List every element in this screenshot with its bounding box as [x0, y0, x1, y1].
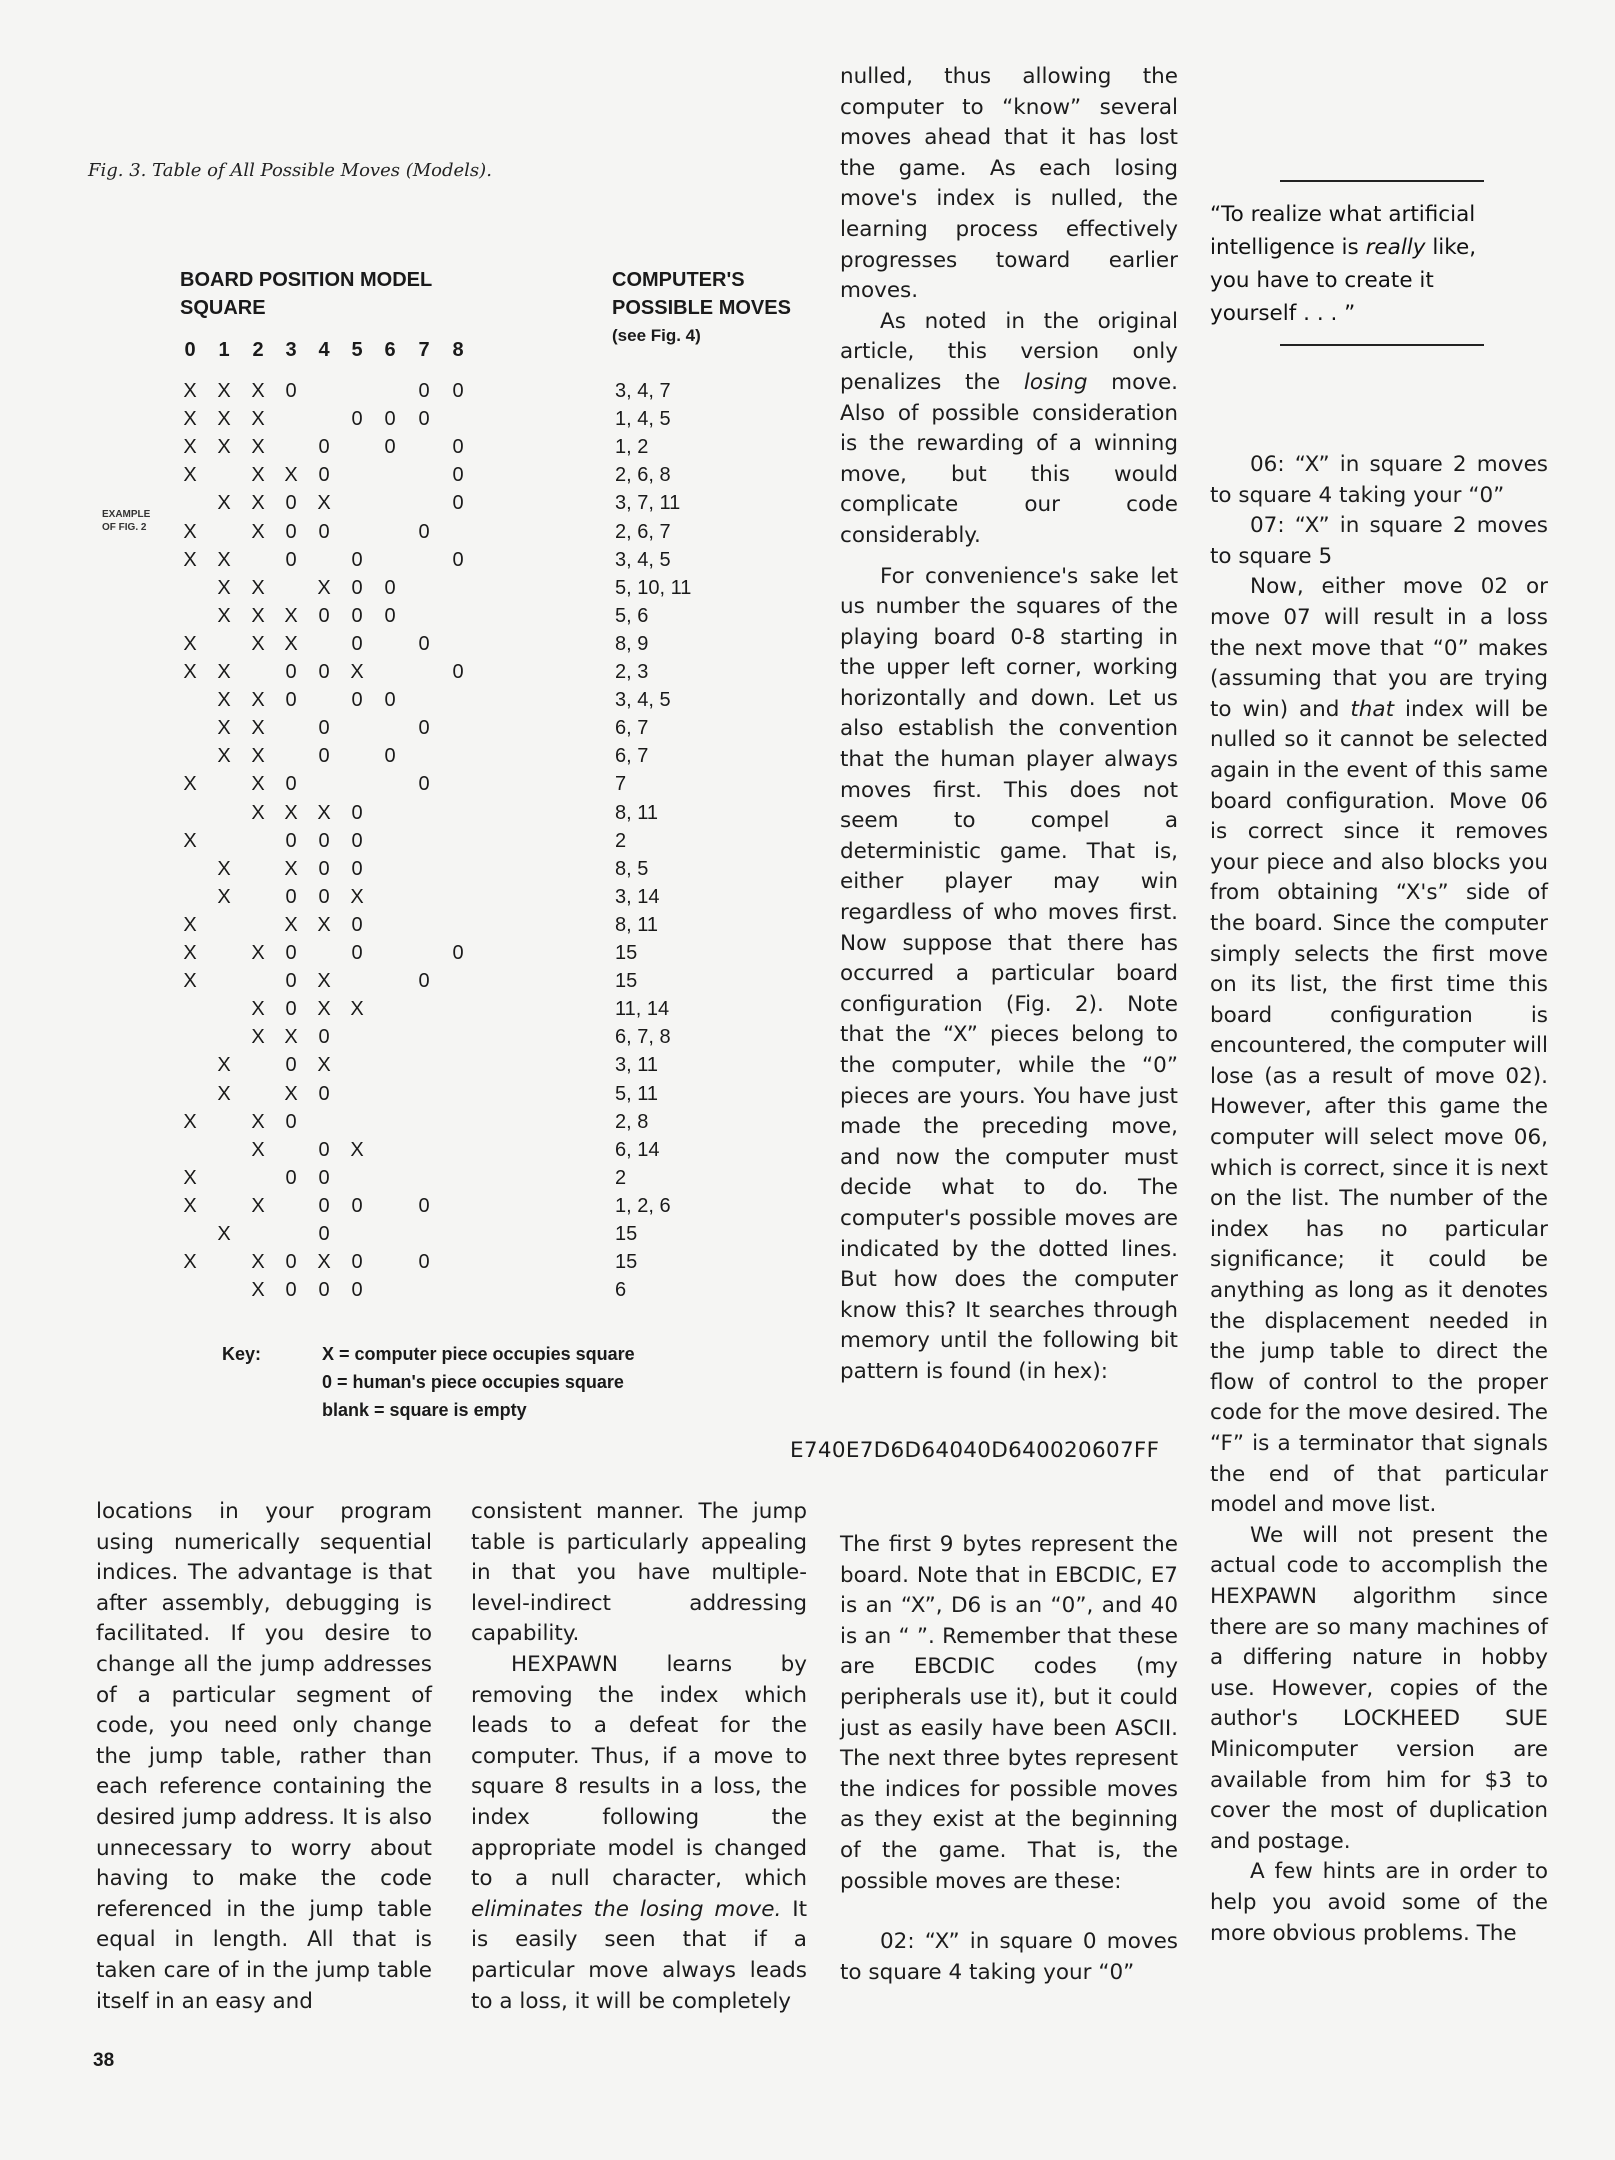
board-cell-5: X: [350, 661, 364, 683]
table-row: [0, 464, 820, 492]
board-cell-1: X: [217, 408, 231, 431]
possible-moves-cell: 8, 11: [615, 913, 658, 936]
board-cell-2: X: [251, 998, 265, 1021]
board-cell-8: 0: [452, 661, 464, 683]
board-cell-4: 0: [318, 1138, 330, 1161]
board-cell-2: X: [251, 576, 265, 599]
board-cell-4: 0: [318, 1166, 330, 1189]
board-cell-0: X: [183, 548, 197, 571]
board-cell-2: X: [251, 520, 265, 543]
board-cell-5: 0: [351, 604, 363, 627]
board-cell-4: 0: [318, 1082, 330, 1105]
board-cell-3: 0: [285, 520, 297, 543]
possible-moves-header-line1: COMPUTER'S: [612, 269, 745, 291]
board-cell-8: 0: [452, 436, 464, 459]
table-row: [0, 1223, 820, 1251]
board-cell-4: 0: [318, 717, 330, 740]
possible-moves-cell: 3, 4, 5: [615, 689, 671, 712]
board-cell-3: 0: [285, 998, 297, 1021]
board-cell-5: 0: [351, 942, 363, 964]
board-cell-2: X: [251, 408, 265, 431]
board-cell-5: 0: [351, 913, 363, 936]
paragraph: We will not present the actual code to accomplish the HEXPAWN algorithm since there are so many machines of a differing nature in hobby use. However, copies of the author's LOCKHEED SUE Minicomputer version are available from him for $3 to cover the most of duplication and postage.: [1210, 1522, 1548, 1854]
possible-moves-cell: 8, 11: [615, 801, 658, 824]
table-row: [0, 408, 820, 436]
board-cell-5: X: [350, 885, 364, 908]
board-cell-5: X: [350, 1138, 364, 1161]
square-number-1: 1: [218, 339, 230, 361]
possible-moves-cell: 15: [615, 970, 638, 993]
paragraph: For convenience's sake let us number the squares of the playing board 0-8 starting in the upper left corner, working horizontally and down. Let us also establish the convention that the human player always moves first. This does not seem to compel a deterministic game. That is, either player may win regardless of who moves first. Now suppose that there has occurred a particular board configuration (Fig. 2). Note that the “X” pieces belong to the computer, while the “0” pieces are yours. You have just made the preceding move, and now the computer must decide what to do. The computer's possible moves are indicated by the dotted lines. But how does the computer know this? It searches through memory until the following bit pattern is found (in hex):: [840, 563, 1178, 1384]
table-row: [0, 1054, 820, 1082]
board-cell-5: 0: [351, 689, 363, 712]
board-cell-3: X: [284, 1082, 298, 1105]
board-cell-2: X: [251, 942, 265, 964]
board-cell-3: 0: [285, 548, 297, 571]
possible-moves-cell: 7: [615, 773, 627, 796]
paragraph: A few hints are in order to help you avoid some of the more obvious problems. The: [1210, 1859, 1548, 1946]
table-row: [0, 605, 820, 633]
board-cell-2: X: [251, 1026, 265, 1049]
board-cell-4: X: [317, 801, 331, 824]
board-cell-1: X: [217, 689, 231, 712]
board-cell-0: X: [183, 829, 197, 852]
board-cell-4: X: [317, 492, 331, 515]
hex-bit-pattern: E740E7D6D64040D640020607FF: [790, 1438, 1160, 1463]
possible-moves-cell: 5, 6: [615, 604, 649, 627]
board-cell-4: X: [317, 913, 331, 936]
board-cell-5: 0: [351, 1251, 363, 1274]
board-cell-2: X: [251, 380, 265, 402]
board-cell-7: 0: [418, 773, 430, 796]
board-cell-2: X: [251, 632, 265, 655]
board-cell-2: X: [251, 1110, 265, 1133]
possible-moves-cell: 6, 7, 8: [615, 1026, 671, 1049]
board-cell-1: X: [217, 717, 231, 740]
table-row: [0, 1251, 820, 1279]
possible-moves-cell: 3, 7, 11: [615, 492, 681, 515]
board-cell-4: 0: [318, 1279, 330, 1302]
board-cell-4: 0: [318, 661, 330, 683]
board-cell-0: X: [183, 1166, 197, 1189]
board-cell-4: 0: [318, 436, 330, 459]
table-row: [0, 577, 820, 605]
board-cell-7: 0: [418, 970, 430, 993]
table-row: [0, 1279, 820, 1307]
board-cell-3: 0: [285, 1166, 297, 1189]
article-column-4: [1210, 450, 1548, 1949]
table-row: [0, 661, 820, 689]
board-cell-4: X: [317, 576, 331, 599]
board-cell-0: X: [183, 380, 197, 402]
table-row: [0, 970, 820, 998]
table-row: [0, 1083, 820, 1111]
board-cell-3: 0: [285, 689, 297, 712]
possible-moves-cell: 6, 7: [615, 745, 649, 768]
move-07-description: 07: “X” in square 2 moves to square 5: [1210, 513, 1548, 569]
possible-moves-cell: 2, 8: [615, 1110, 649, 1133]
board-cell-5: 0: [351, 1279, 363, 1302]
board-cell-2: X: [251, 773, 265, 796]
table-row: [0, 914, 820, 942]
example-label-line2: OF FIG. 2: [102, 522, 147, 533]
board-cell-0: X: [183, 464, 197, 487]
move-06-description: 06: “X” in square 2 moves to square 4 taking your “0”: [1210, 452, 1548, 508]
possible-moves-cell: 2, 6, 7: [615, 520, 671, 543]
figure-caption: Fig. 3. Table of All Possible Moves (Models).: [88, 160, 492, 181]
board-cell-3: X: [284, 801, 298, 824]
possible-moves-cell: 6, 7: [615, 717, 649, 740]
possible-moves-cell: 3, 11: [615, 1054, 658, 1077]
board-cell-1: X: [217, 1082, 231, 1105]
board-cell-3: 0: [285, 380, 297, 402]
board-cell-2: X: [251, 717, 265, 740]
table-row: [0, 942, 820, 970]
board-cell-2: X: [251, 1194, 265, 1217]
pull-quote-top-rule: [1280, 180, 1484, 182]
board-cell-3: X: [284, 604, 298, 627]
board-cell-8: 0: [452, 492, 464, 515]
board-cell-7: 0: [418, 1194, 430, 1217]
board-cell-5: 0: [351, 408, 363, 431]
board-cell-1: X: [217, 1054, 231, 1077]
board-cell-3: 0: [285, 1110, 297, 1133]
possible-moves-cell: 11, 14: [615, 998, 670, 1021]
board-cell-0: X: [183, 520, 197, 543]
pull-quote: [1210, 180, 1510, 346]
page-number: 38: [93, 2050, 115, 2071]
possible-moves-cell: 2: [615, 829, 627, 852]
board-cell-4: X: [317, 1251, 331, 1274]
square-number-7: 7: [418, 339, 430, 361]
board-cell-0: X: [183, 661, 197, 683]
board-cell-5: 0: [351, 1194, 363, 1217]
move-02-description: 02: “X” in square 0 moves to square 4 taking your “0”: [840, 1929, 1178, 1985]
board-cell-6: 0: [384, 745, 396, 768]
board-cell-2: X: [251, 745, 265, 768]
board-cell-3: 0: [285, 970, 297, 993]
square-number-8: 8: [452, 339, 464, 361]
board-cell-6: 0: [384, 576, 396, 599]
possible-moves-header: [612, 266, 791, 350]
board-cell-1: X: [217, 885, 231, 908]
table-row: [0, 380, 820, 408]
table-row: [0, 802, 820, 830]
possible-moves-cell: 15: [615, 1251, 638, 1274]
table-row: [0, 1167, 820, 1195]
table-row: [0, 745, 820, 773]
possible-moves-cell: 8, 5: [615, 857, 649, 880]
board-cell-0: X: [183, 408, 197, 431]
article-column-3-top: [840, 62, 1178, 1388]
possible-moves-cell: 5, 10, 11: [615, 576, 692, 599]
pull-quote-bottom-rule: [1280, 344, 1484, 346]
board-cell-7: 0: [418, 408, 430, 431]
paragraph: locations in your program using numerically sequential indices. The advantage is that after assembly, debugging is facilitated. If you desire to change all the jump addresses of a particular segment of code, you need only change the jump table, rather than each reference containing the desired jump address. It is also unnecessary to worry about having to make the code referenced in the jump table equal in length. All that is taken care of in the jump table itself in an easy and: [96, 1499, 432, 2014]
board-cell-3: X: [284, 1026, 298, 1049]
board-cell-0: X: [183, 1194, 197, 1217]
board-cell-4: 0: [318, 1026, 330, 1049]
table-row: [0, 492, 820, 520]
board-cell-8: 0: [452, 380, 464, 402]
table-row: [0, 998, 820, 1026]
square-number-6: 6: [384, 339, 396, 361]
pull-quote-text: “To realize what artificial intelligence is really like, you have to create it yourself . . . ”: [1210, 202, 1477, 326]
table-row: [0, 633, 820, 661]
board-cell-7: 0: [418, 1251, 430, 1274]
board-cell-3: 0: [285, 885, 297, 908]
board-cell-5: 0: [351, 829, 363, 852]
board-cell-4: 0: [318, 745, 330, 768]
table-row: [0, 689, 820, 717]
board-position-header-line1: BOARD POSITION MODEL: [180, 269, 433, 291]
board-cell-4: X: [317, 998, 331, 1021]
board-cell-0: X: [183, 773, 197, 796]
table-row: [0, 436, 820, 464]
board-cell-5: 0: [351, 576, 363, 599]
board-cell-0: X: [183, 942, 197, 964]
board-cell-4: X: [317, 970, 331, 993]
board-cell-1: X: [217, 576, 231, 599]
table-row: [0, 521, 820, 549]
article-column-2: [471, 1497, 807, 2017]
paragraph: nulled, thus allowing the computer to “know” several moves ahead that it has lost the game. As each losing move's index is nulled, the learning process effectively progresses toward earlier moves.: [840, 64, 1178, 304]
table-row: [0, 1195, 820, 1223]
possible-moves-cell: 1, 2: [615, 436, 649, 459]
square-number-2: 2: [252, 339, 264, 361]
table-row: [0, 549, 820, 577]
board-cell-3: 0: [285, 942, 297, 964]
board-cell-3: 0: [285, 773, 297, 796]
board-cell-4: X: [317, 1054, 331, 1077]
possible-moves-cell: 5, 11: [615, 1082, 658, 1105]
board-cell-3: 0: [285, 829, 297, 852]
board-cell-7: 0: [418, 717, 430, 740]
board-cell-1: X: [217, 745, 231, 768]
paragraph: HEXPAWN learns by removing the index which leads to a defeat for the computer. Thus, if a move to square 8 results in a loss, the index following the appropriate model is changed to a null character, which eliminates the losing move. It is easily seen that if a particular move always leads to a loss, it will be completely: [471, 1651, 807, 2014]
paragraph: The first 9 bytes represent the board. Note that in EBCDIC, E7 is an “X”, D6 is an “0”, and 40 is an “ ”. Remember that these are EBCDIC codes (my peripherals use it), but it could just as easily have been ASCII. The next three bytes represent the indices for possible moves as they exist at the beginning of the game. That is, the possible moves are these:: [840, 1532, 1178, 1894]
board-cell-4: 0: [318, 604, 330, 627]
square-number-5: 5: [351, 339, 363, 361]
table-row: [0, 858, 820, 886]
board-cell-3: 0: [285, 1251, 297, 1274]
article-column-1: [96, 1497, 432, 2017]
board-cell-7: 0: [418, 380, 430, 402]
possible-moves-cell: 6, 14: [615, 1138, 660, 1161]
paragraph: As noted in the original article, this version only penalizes the losing move. Also of possible consideration is the rewarding of a winning move, but this would complicate our code considerably.: [840, 308, 1179, 548]
board-cell-4: 0: [318, 520, 330, 543]
board-cell-1: X: [217, 661, 231, 683]
table-row: [0, 1139, 820, 1167]
table-row: [0, 773, 820, 801]
possible-moves-cell: 3, 4, 5: [615, 548, 671, 571]
board-cell-4: 0: [318, 1194, 330, 1217]
board-cell-0: X: [183, 632, 197, 655]
board-position-header-line2: SQUARE: [180, 297, 266, 319]
board-cell-5: 0: [351, 801, 363, 824]
board-cell-2: X: [251, 492, 265, 515]
board-cell-8: 0: [452, 464, 464, 487]
board-cell-2: X: [251, 1138, 265, 1161]
table-row: [0, 830, 820, 858]
board-cell-5: 0: [351, 548, 363, 571]
board-cell-2: X: [251, 689, 265, 712]
square-number-4: 4: [318, 339, 330, 361]
board-cell-0: X: [183, 913, 197, 936]
board-cell-2: X: [251, 1279, 265, 1302]
square-number-0: 0: [184, 339, 196, 361]
board-cell-2: X: [251, 1251, 265, 1274]
board-cell-0: X: [183, 436, 197, 459]
board-cell-1: X: [217, 604, 231, 627]
possible-moves-cell: 3, 4, 7: [615, 380, 671, 402]
board-cell-3: X: [284, 913, 298, 936]
board-cell-8: 0: [452, 942, 464, 964]
board-cell-1: X: [217, 548, 231, 571]
board-cell-7: 0: [418, 632, 430, 655]
possible-moves-cell: 1, 2, 6: [615, 1194, 671, 1217]
board-cell-6: 0: [384, 408, 396, 431]
board-cell-6: 0: [384, 689, 396, 712]
board-cell-5: 0: [351, 632, 363, 655]
possible-moves-cell: 15: [615, 1223, 638, 1245]
board-cell-2: X: [251, 436, 265, 459]
paragraph: Now, either move 02 or move 07 will result in a loss the next move that “0” makes (assuming that you are trying to win) and that index will be nulled so it cannot be selected again in the event of this same board configuration. Move 06 is correct since it removes your piece and also blocks you from obtaining “X's” side of the board. Since the computer simply selects the first move on its list, the first time this board configuration is encountered, the computer will lose (as a result of move 02). However, after this game the computer will select move 06, which is correct, since it is next on the list. The number of the index has no particular significance; it could be anything as long as it denotes the displacement needed in the jump table to direct the flow of control to the proper code for the move desired. The “F” is a terminator that signals the end of that particular model and move list.: [1210, 574, 1549, 1518]
board-cell-2: X: [251, 464, 265, 487]
possible-moves-cell: 2, 3: [615, 661, 649, 683]
table-row: [0, 717, 820, 745]
possible-moves-cell: 2, 6, 8: [615, 464, 671, 487]
board-cell-4: 0: [318, 1223, 330, 1245]
board-cell-1: X: [217, 380, 231, 402]
possible-moves-cell: 1, 4, 5: [615, 408, 671, 431]
key-blank-definition: blank = square is empty: [322, 1400, 527, 1420]
board-cell-6: 0: [384, 436, 396, 459]
board-cell-8: 0: [452, 548, 464, 571]
board-cell-3: 0: [285, 492, 297, 515]
board-cell-0: X: [183, 1110, 197, 1133]
article-column-3-bottom: [840, 1530, 1178, 1988]
board-cell-7: 0: [418, 520, 430, 543]
board-cell-6: 0: [384, 604, 396, 627]
possible-moves-cell: 2: [615, 1166, 627, 1189]
key-o-definition: 0 = human's piece occupies square: [322, 1372, 624, 1392]
board-cell-1: X: [217, 436, 231, 459]
board-cell-3: 0: [285, 1279, 297, 1302]
table-row: [0, 1026, 820, 1054]
board-cell-3: X: [284, 464, 298, 487]
board-cell-2: X: [251, 801, 265, 824]
board-cell-3: X: [284, 857, 298, 880]
board-cell-2: X: [251, 604, 265, 627]
possible-moves-header-line3: (see Fig. 4): [612, 326, 701, 345]
board-cell-4: 0: [318, 829, 330, 852]
possible-moves-cell: 6: [615, 1279, 627, 1302]
table-row: [0, 886, 820, 914]
board-cell-1: X: [217, 857, 231, 880]
board-cell-3: X: [284, 632, 298, 655]
board-cell-3: 0: [285, 1054, 297, 1077]
example-label-line1: EXAMPLE: [102, 509, 151, 520]
key-x-definition: X = computer piece occupies square: [322, 1344, 635, 1364]
table-row: [0, 1111, 820, 1139]
key-label: Key:: [222, 1344, 262, 1364]
board-cell-5: X: [350, 998, 364, 1021]
possible-moves-cell: 15: [615, 942, 638, 964]
board-cell-4: 0: [318, 885, 330, 908]
board-cell-4: 0: [318, 464, 330, 487]
possible-moves-cell: 8, 9: [615, 632, 649, 655]
paragraph: consistent manner. The jump table is particularly appealing in that you have multiple-level-indirect addressing capability.: [471, 1499, 807, 1647]
board-cell-3: 0: [285, 661, 297, 683]
board-cell-1: X: [217, 492, 231, 515]
possible-moves-cell: 3, 14: [615, 885, 660, 908]
board-cell-1: X: [217, 1223, 231, 1245]
board-cell-0: X: [183, 1251, 197, 1274]
board-cell-0: X: [183, 970, 197, 993]
board-cell-5: 0: [351, 857, 363, 880]
board-position-header: [180, 266, 432, 322]
board-cell-4: 0: [318, 857, 330, 880]
square-number-3: 3: [285, 339, 297, 361]
possible-moves-header-line2: POSSIBLE MOVES: [612, 297, 791, 319]
